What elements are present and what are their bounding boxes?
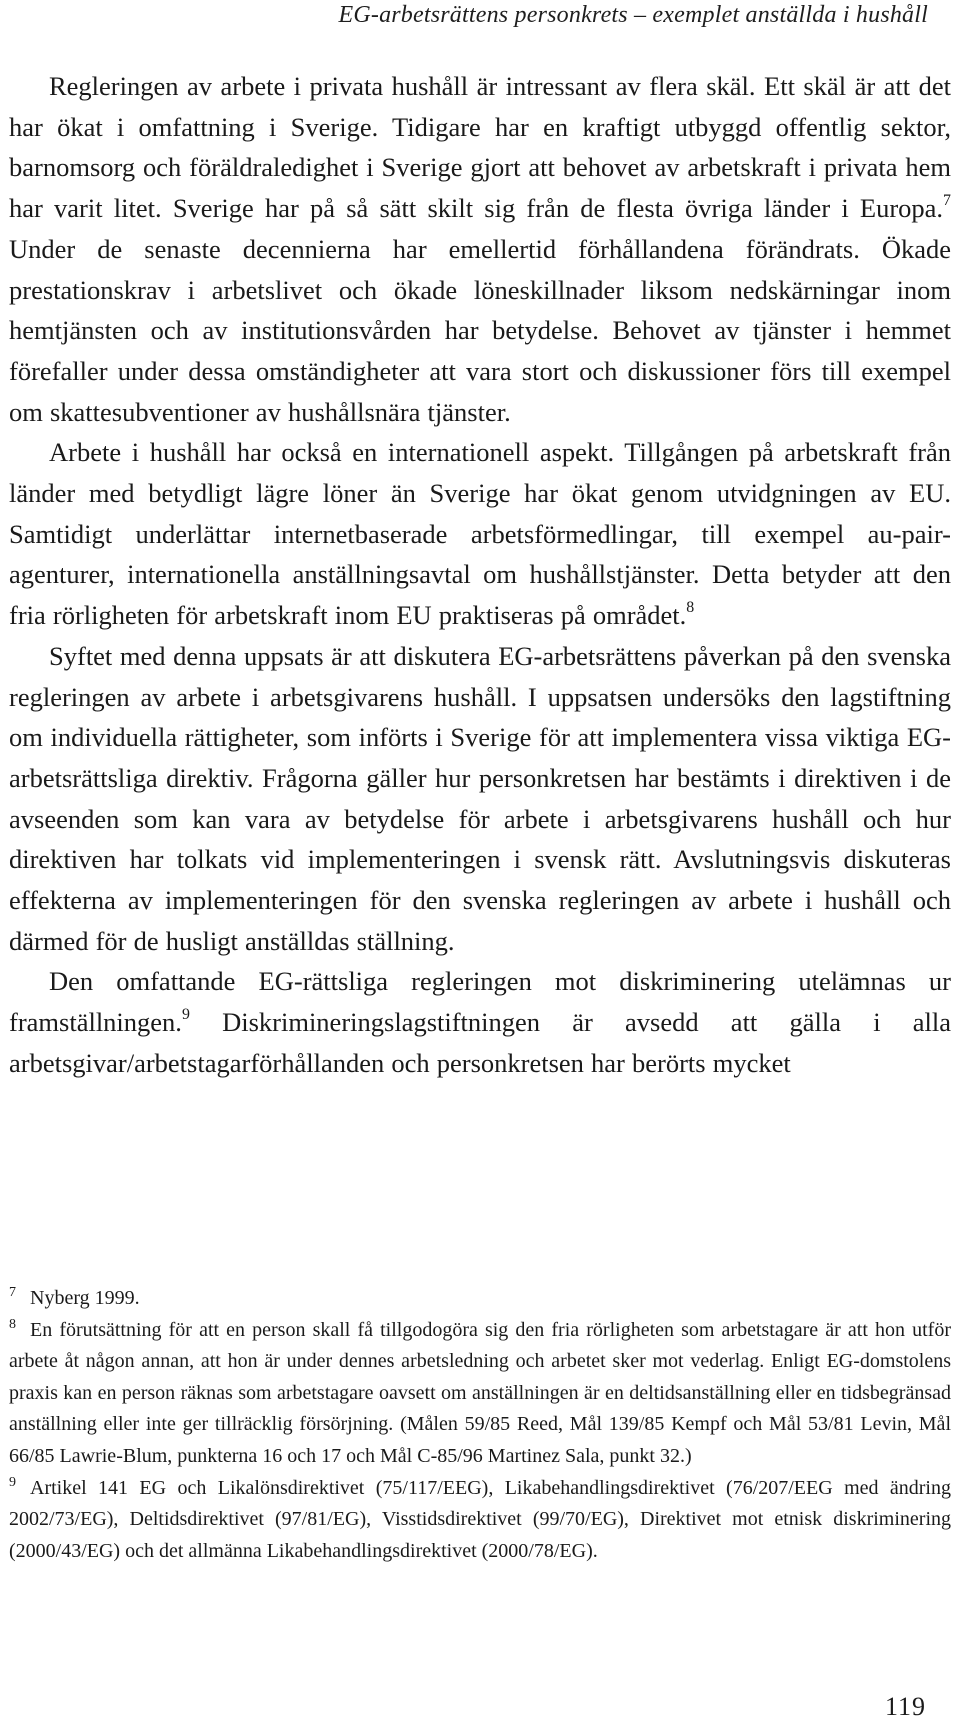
paragraph-text: Den omfattande EG-rättsliga regleringen mot diskriminering utelämnas ur framställningen. <box>9 966 951 1038</box>
paragraph-text: Regleringen av arbete i privata hushåll är intressant av flera skäl. Ett skäl är att det har ökat i omfattning i Sverige. Tidigare har en kraftigt utbyggd offentlig sektor, barnomsorg och föräldraledighet i Sverige gjort att behovet av arbetskraft i privata hem har varit litet. Sverige har på så sätt skilt sig från de flesta övriga länder i Europa. <box>9 71 951 224</box>
footnote-reference: 9 <box>181 1006 190 1024</box>
paragraph <box>9 432 951 636</box>
footnote-number: 9 <box>9 1474 16 1490</box>
footnote <box>9 1283 951 1315</box>
footnote <box>9 1473 951 1568</box>
footnote-reference: 7 <box>943 192 951 210</box>
footnote <box>9 1315 951 1473</box>
paragraph <box>9 66 951 432</box>
page-number: 119 <box>884 1692 926 1721</box>
paragraph-text: Syftet med denna uppsats är att diskutera EG-arbetsrättens påverkan på den svenska regleringen av arbete i arbetsgivarens hushåll. I uppsatsen undersöks den lagstiftning om individuella rättigheter, som införts i Sverige för att implementera vissa viktiga EG-arbetsrättsliga direktiv. Frågorna gäller hur personkretsen har bestämts i direktiven i de avseenden som kan vara av betydelse för arbete i arbetsgivarens hushåll och hur direktiven har tolkats vid implementeringen i svensk rätt. Avslutningsvis diskuteras effekterna av implementeringen för den svenska regleringen av arbete i hushåll och därmed för de husligt anställdas ställning. <box>9 640 951 956</box>
paragraph-text: Under de senaste decennierna har emellertid förhållandena förändrats. Ökade prestationskrav i arbetslivet och ökade löneskillnader liksom nedskärningar inom hemtjänsten och av institutionsvården har betydelse. Behovet av tjänster i hemmet förefaller under dessa omständigheter att vara stort och diskussioner förs till exempel om skattesubventioner av hushållsnära tjänster. <box>9 233 951 427</box>
footnote-reference: 8 <box>686 599 695 617</box>
footnote-number: 8 <box>9 1316 16 1332</box>
running-head: EG-arbetsrättens personkrets – exemplet anställda i hushåll <box>338 2 928 28</box>
paragraph <box>9 636 951 962</box>
paragraph-text: Diskrimineringslagstiftningen är avsedd att gälla i alla arbetsgivar/arbetstagarförhållanden och personkretsen har berörts mycket <box>9 1007 951 1078</box>
paragraph-text: Arbete i hushåll har också en internationell aspekt. Tillgången på arbetskraft från länder med betydligt lägre löner än Sverige har ökat genom utvidgningen av EU. Samtidigt underlättar internetbaserade arbetsförmedlingar, till exempel au-pair-agenturer, internationella anställningsavtal om hushållstjänster. Detta betyder att den fria rörligheten för arbetskraft inom EU praktiseras på området. <box>9 437 951 631</box>
footnote-text: En förutsättning för att en person skall få tillgodogöra sig den fria rörligheten som arbetstagare är att hon utför arbete åt någon annan, att hon är under dennes arbetsledning och arbetet sker mot vederlag. Enligt EG-domstolens praxis kan en person räknas som arbetstagare oavsett om anställningen är en deltidsanställning eller en tidsbegränsad anställning eller inte ger tillräcklig försörjning. (Målen 59/85 Reed, Mål 139/85 Kempf och Mål 53/81 Levin, Mål 66/85 Lawrie-Blum, punkterna 16 och 17 och Mål C-85/96 Martinez Sala, punkt 32.) <box>9 1318 951 1467</box>
footnote-text: Nyberg 1999. <box>30 1287 140 1309</box>
footnote-number: 7 <box>9 1285 16 1301</box>
body-text <box>9 66 951 1084</box>
footnote-text: Artikel 141 EG och Likalönsdirektivet (75/117/EEG), Likabehandlingsdirektivet (76/207/EEG med ändring 2002/73/EG), Deltidsdirektivet (97/81/EG), Visstidsdirektivet (99/70/EG), Direktivet mot etnisk diskriminering (2000/43/EG) och det allmänna Likabehandlingsdirektivet (2000/78/EG). <box>9 1476 951 1562</box>
footnotes <box>9 1283 951 1567</box>
paragraph <box>9 961 951 1083</box>
